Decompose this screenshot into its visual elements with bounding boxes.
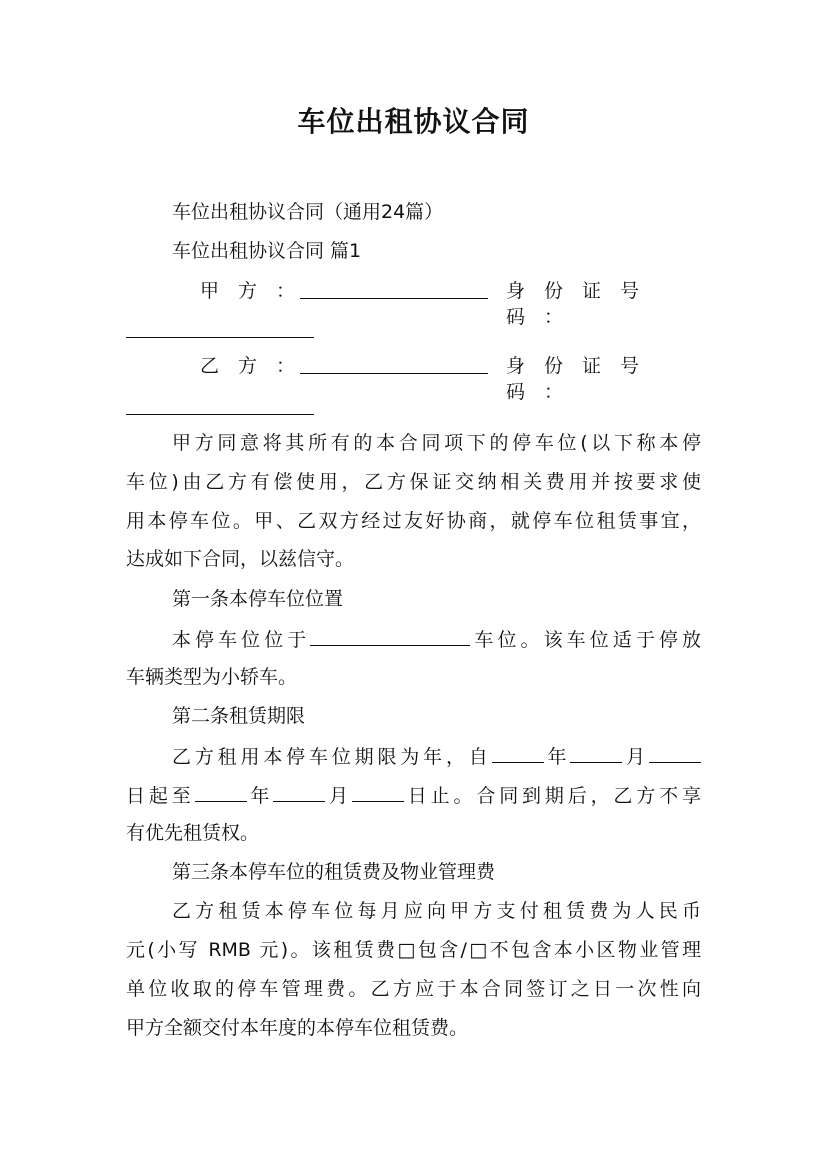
party-b-label: 乙 方 ： xyxy=(200,355,296,377)
clause2-line1-pre: 乙方租用本停车位期限为年，自 xyxy=(172,746,492,768)
document-title: 车位出租协议合同 xyxy=(297,105,530,138)
intro-line-4: 达成如下合同，以兹信守。 xyxy=(126,548,355,570)
start-month-label: 月 xyxy=(622,746,649,768)
start-day-blank[interactable] xyxy=(649,742,701,763)
clause3-line-2: 元(小写 RMB 元)。该租赁费□包含/□不包含本小区物业管理 xyxy=(126,939,701,961)
party-a-id-label: 身 份 证 号 码 ： xyxy=(506,280,659,328)
clause2-line2-pre: 日起至 xyxy=(126,785,195,807)
party-b-name-blank[interactable] xyxy=(300,353,488,374)
clause2-line-3: 有优先租赁权。 xyxy=(126,822,260,844)
end-month-label: 月 xyxy=(325,785,352,807)
intro-line-3: 用本停车位。甲、乙双方经过友好协商，就停车位租赁事宜， xyxy=(126,510,701,532)
clause3-line-3: 单位收取的停车管理费。乙方应于本合同签订之日一次性向 xyxy=(126,978,701,1000)
clause1-line-1 xyxy=(172,625,701,653)
article-heading: 车位出租协议合同 篇1 xyxy=(172,240,362,262)
clause3-line-4: 甲方全额交付本年度的本停车位租赁费。 xyxy=(126,1017,469,1039)
clause1-line-2: 车辆类型为小轿车。 xyxy=(126,666,298,688)
clause2-line2-post: 日止。合同到期后，乙方不享 xyxy=(403,785,701,807)
party-b-id-blank[interactable] xyxy=(126,413,314,415)
end-month-blank[interactable] xyxy=(273,781,325,802)
clause1-line1-post: 车位。该车位适于停放 xyxy=(470,629,701,651)
start-year-blank[interactable] xyxy=(492,742,544,763)
end-year-blank[interactable] xyxy=(195,781,247,802)
intro-line-2: 车位)由乙方有偿使用，乙方保证交纳相关费用并按要求使 xyxy=(126,471,701,493)
clause3-title: 第三条本停车位的租赁费及物业管理费 xyxy=(172,861,496,883)
subtitle: 车位出租协议合同（通用24篇） xyxy=(172,201,444,223)
party-a-name-blank[interactable] xyxy=(300,278,488,299)
end-day-blank[interactable] xyxy=(352,781,404,802)
start-year-label: 年 xyxy=(543,746,571,768)
start-month-blank[interactable] xyxy=(570,742,622,763)
end-year-label: 年 xyxy=(246,785,274,807)
clause2-title: 第二条租赁期限 xyxy=(172,705,306,727)
intro-line-1: 甲方同意将其所有的本合同项下的停车位(以下称本停 xyxy=(172,432,701,454)
party-a-label: 甲 方 ： xyxy=(200,280,296,302)
clause2-line-2 xyxy=(126,781,701,809)
party-a-id-blank[interactable] xyxy=(126,336,314,338)
party-b-id-label: 身 份 证 号 码 ： xyxy=(506,355,659,403)
location-blank[interactable] xyxy=(310,625,470,646)
clause2-line-1 xyxy=(172,742,701,770)
clause3-line-1: 乙方租赁本停车位每月应向甲方支付租赁费为人民币 xyxy=(172,900,701,922)
clause1-title: 第一条本停车位位置 xyxy=(172,588,344,610)
clause1-line1-pre: 本停车位位于 xyxy=(172,629,311,651)
